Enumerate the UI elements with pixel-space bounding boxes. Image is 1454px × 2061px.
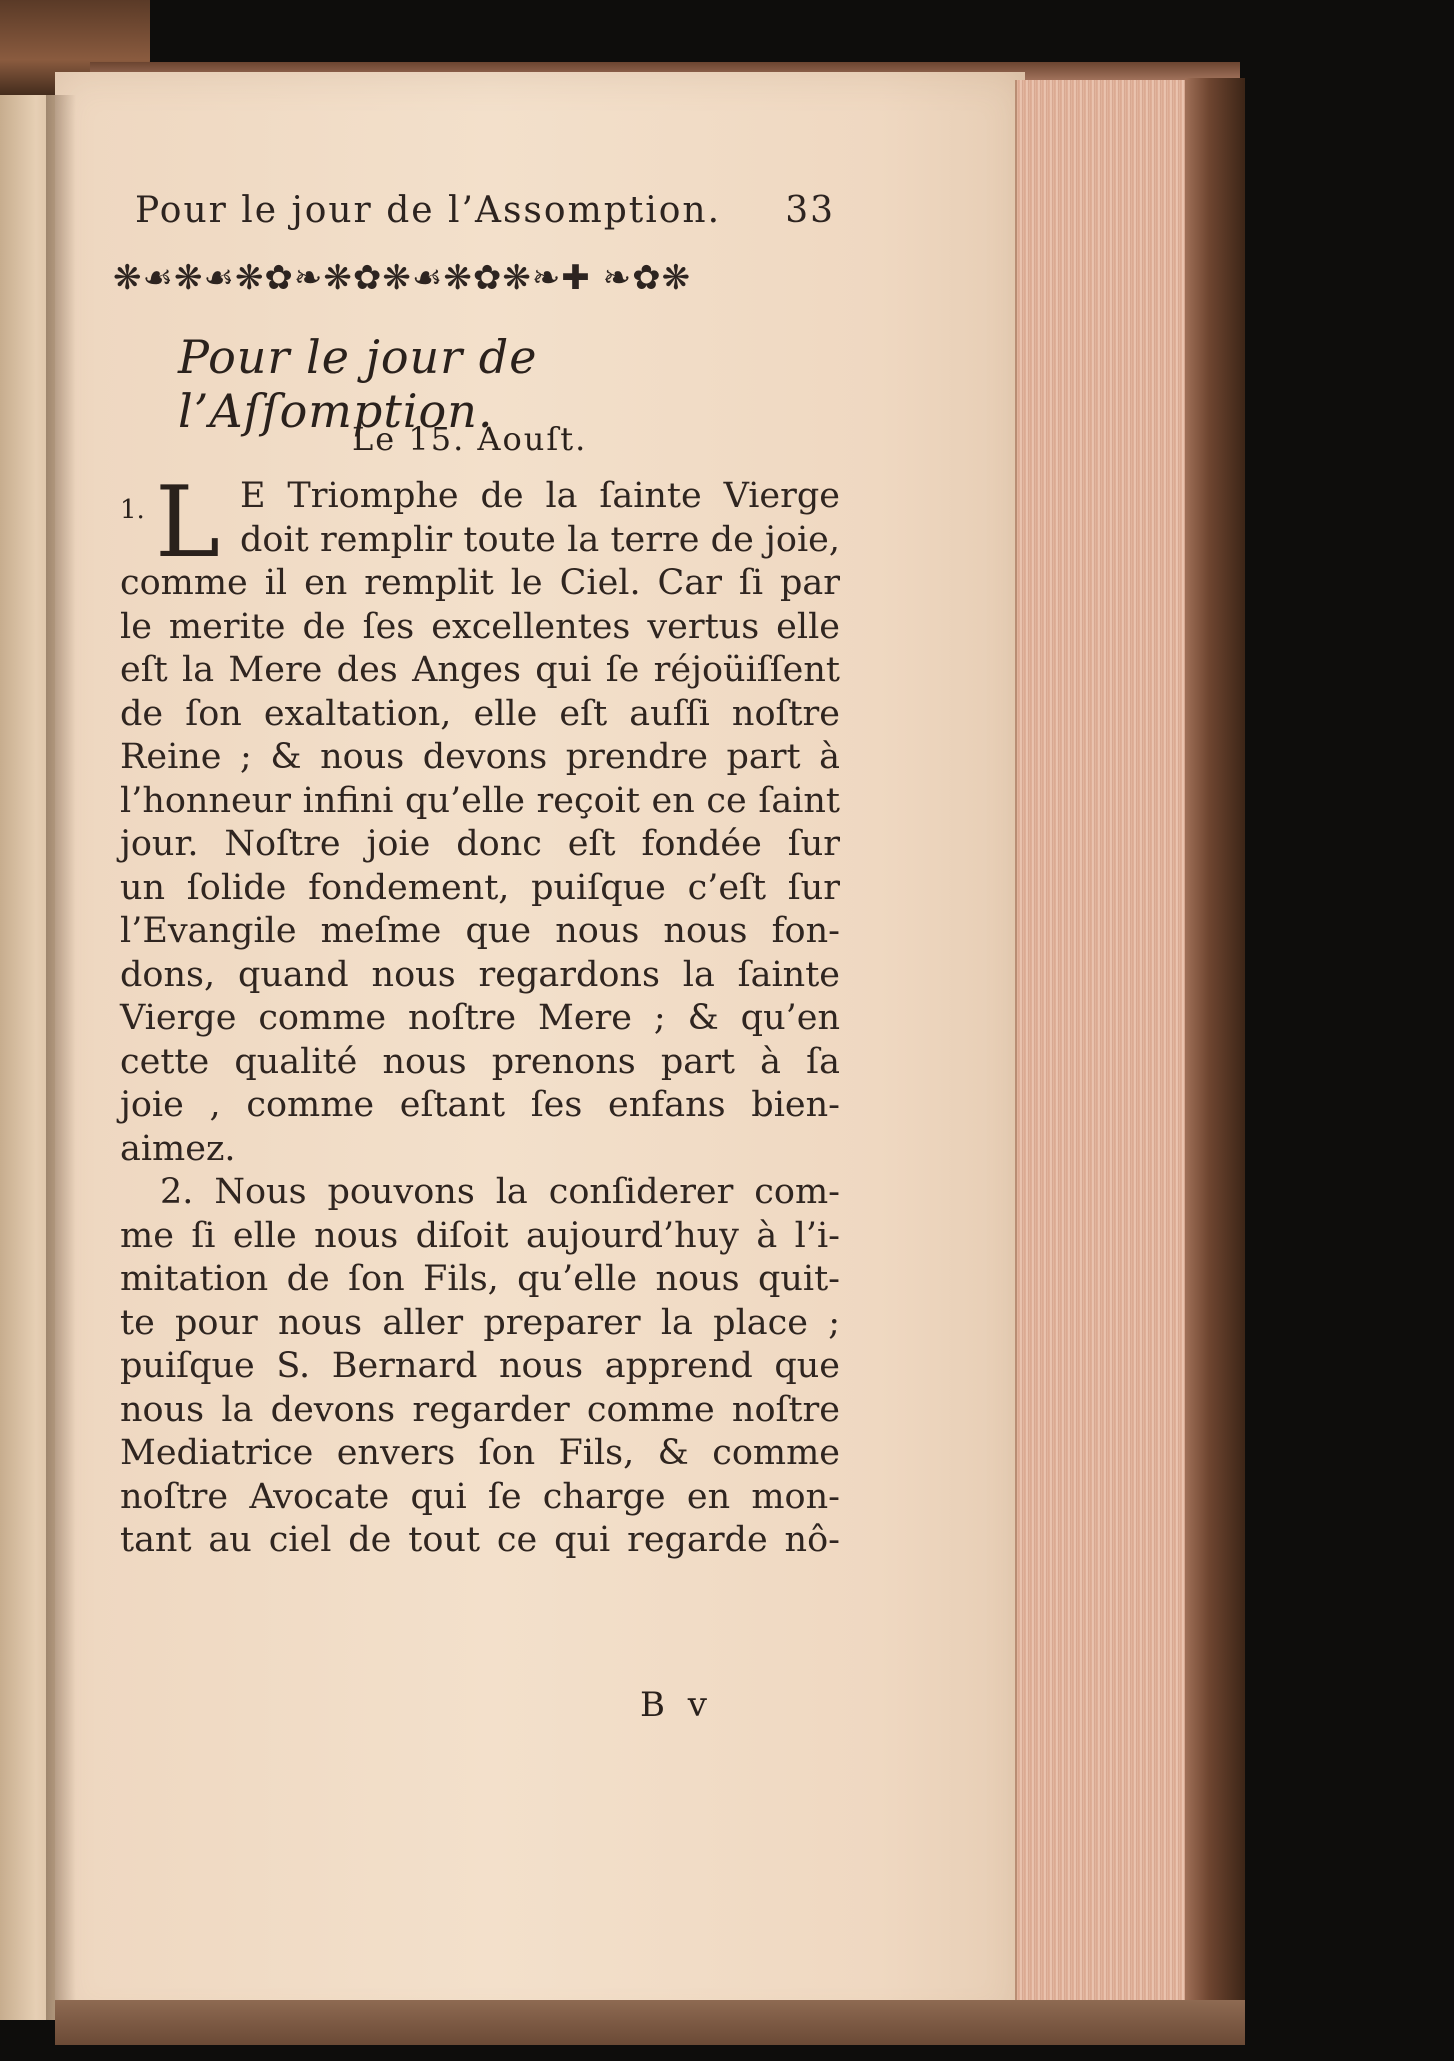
text-line: mitation de ſon Fils, qu’elle nous quit-	[120, 1259, 840, 1299]
drop-cap: L	[155, 466, 221, 580]
signature-mark: B v	[640, 1685, 714, 1725]
text-line: me ſi elle nous diſoit aujourd’huy à l’i-	[120, 1215, 840, 1256]
text-line: nous la devons regarder comme noſtre	[120, 1389, 840, 1430]
text-line: l’Evangile meſme que nous nous fon-	[120, 911, 840, 951]
cover-bottom-edge	[55, 2000, 1245, 2045]
text-line: te pour nous aller preparer la place ;	[120, 1302, 840, 1343]
text-line: comme il en remplit le Ciel. Car ſi par	[120, 563, 840, 603]
text-line: un ſolide fondement, puiſque c’eſt ſur	[120, 867, 840, 908]
paragraph-number-2: 2.	[160, 1172, 194, 1212]
text-line: l’honneur infini qu’elle reçoit en ce ſaint	[120, 780, 840, 821]
body-text	[120, 466, 840, 1563]
text-line: Reine ; & nous devons prendre part à	[120, 737, 840, 777]
text-line: Vierge comme noſtre Mere ; & qu’en	[120, 998, 840, 1038]
running-head-title: Pour le jour de l’Assomption.	[135, 190, 722, 231]
text-line: Mediatrice envers ſon Fils, & comme	[120, 1433, 840, 1473]
text-line: noſtre Avocate qui ſe charge en mon-	[120, 1476, 840, 1517]
text-line: cette qualité nous prenons part à ſa	[120, 1041, 840, 1082]
paragraph-number-1: 1.	[120, 495, 145, 525]
page-block-fore-edge	[1015, 80, 1192, 2000]
text-line: joie , comme eſtant ſes enfans bien-	[120, 1085, 840, 1125]
text-line: eſt la Mere des Anges qui ſe réjoüiſſent	[120, 650, 840, 690]
ornament-band: ❋☙❋☙❋✿❧❋✿❋☙❋✿❋❧✚ ❧✿❋	[113, 258, 692, 298]
text-line: le merite de ſes excellentes vertus elle	[120, 606, 840, 647]
text-line-with-number	[120, 1171, 840, 1215]
text-line: puiſque S. Bernard nous apprend que	[120, 1346, 840, 1386]
text-line: tant au ciel de tout ce qui regarde nô-	[120, 1520, 840, 1560]
text-line: Nous pouvons la conſiderer com-	[214, 1172, 840, 1212]
running-head	[135, 190, 835, 231]
text-line: de ſon exaltation, elle eſt auſſi noſtre	[120, 693, 840, 734]
text-line: jour. Noſtre joie donc eſt fondée ſur	[120, 824, 840, 864]
section-title: Pour le jour de l’Aſſomption.	[178, 330, 538, 438]
text-line: doit remplir toute la terre de joie,	[240, 519, 840, 560]
text-line: E Triomphe de la ſainte Vierge	[240, 476, 840, 516]
cover-spine-edge	[1185, 78, 1245, 2038]
section-date: Le 15. Aouſt.	[352, 420, 588, 458]
text-line: dons, quand nous regardons la ſainte	[120, 954, 840, 995]
text-line: aimez.	[120, 1128, 236, 1169]
gutter-shadow	[46, 95, 76, 2020]
page-number: 33	[785, 190, 835, 231]
